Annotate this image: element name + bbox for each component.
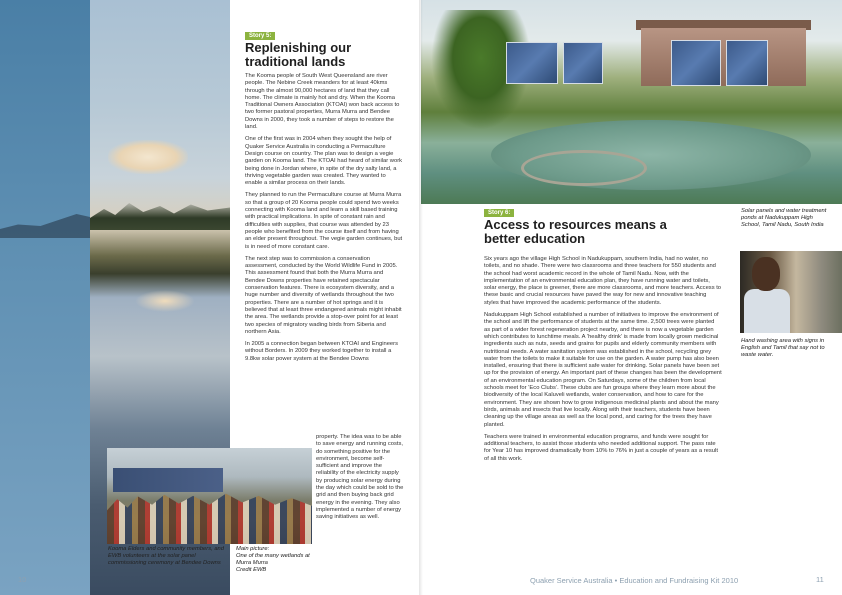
paragraph: They planned to run the Permaculture course at Murra Murra so that a group of 20 Kooma people could spend two weeks connecting with Kooma land and learn a skill based training with practical implications. In spite of constant rain and difficulties with supplies, that course was attended by 23 people who benefited from the course itself and from having an elder present throughout. The vegie garden continues, but is in need of more constant care. <box>245 192 403 250</box>
pond-rim <box>521 150 647 186</box>
group-caption: Kooma Elders and community members, and EWB volunteers at the solar panel commissioning ceremony at Bendee Downs <box>108 546 224 566</box>
main-caption: Main picture: One of the many wetlands at Murra Murra Credit EWB <box>236 546 310 573</box>
paragraph: Six years ago the village High School in Nadukuppam, southern India, had no water, no toilets, and no shade. There were two classrooms and three teachers for 550 students and the school had worst academic record in the whole of Tamil Nadu. Now, with the implementation of an environmental education plan, they have running water and toilets, solar energy, the place is greener, there are more classrooms, and more teachers. Access to these basic and crucial resources have paved the way for new and innovative teaching styles that have improved the academic performance of the students. <box>484 256 722 306</box>
paragraph: One of the first was in 2004 when they sought the help of Quaker Service Australia in conducting a Permaculture Design course on country. The plan was to design a vegie garden on Kooma land. The KTOAI had heard of similar work being done in Jordan where, in spite of the dry salty land, a thriving vegetable garden was created. They wanted to enable a similar process on their lands. <box>245 136 403 187</box>
hand-washing-caption: Hand washing area with signs in English and Tamil that say not to waste water. <box>741 338 825 358</box>
solar-panel <box>671 40 721 86</box>
cloud-reflection <box>135 290 195 312</box>
group-photo <box>107 448 312 544</box>
page-title: Access to resources means a better education <box>484 217 667 246</box>
blue-strip <box>0 0 90 595</box>
paragraph: The Kooma people of South West Queensland are river people. The Nebine Creek meanders for at least 40kms through the almost 90,000 hectares of land that they call home. The climate is mainly hot and dry. When the Kooma Traditional Owners Association (KTOAI) won back access to two former pastoral properties, Murra Murra and Bendee Downs in 2000, they took a number of steps to restore the land. <box>245 73 400 131</box>
strip-treeline <box>0 208 90 238</box>
page-gutter <box>419 0 423 595</box>
footer <box>530 576 738 585</box>
treeline <box>90 200 230 230</box>
article-column <box>484 256 722 468</box>
story-tag: Story 5: <box>245 32 275 40</box>
solar-panel <box>563 42 603 84</box>
group-people <box>107 488 312 544</box>
paragraph: Teachers were trained in environmental education programs, and funds were sought for additional teachers, to assist those students who needed additional support. The pass rate for Year 10 has improved dramatically from 10% to 76% in just a couple of years as a result of all this work. <box>484 433 718 462</box>
school-building <box>641 28 806 86</box>
page-number: 11 <box>816 575 824 584</box>
article-column <box>245 73 403 368</box>
story-tag: Story 6: <box>484 209 514 217</box>
article-continuation: property. The idea was to be able to save energy and running costs, do something positive for the environment, become self-sufficient and improve the reliability of the electricity supply by producing solar energy during the day which could be sold to the grid and then buying back grid energy in the evening. They also implemented a number of energy saving initiatives as well. <box>316 434 404 521</box>
paragraph: The next step was to commission a conservation assessment, conducted by the World Wildlife Fund in 2005. This assessment found that both the Murra Murra and Bendee Downs properties have retained spectacular conservation features. There is ecosystem diversity, and a huge number and diversity of wetlands throughout the two properties. There are a number of hot springs and it is believed that at least three endangered animals might inhabit the area. The wetlands provide a stop-over point for at least two species of migratory wading birds from Siberia and northern Asia. <box>245 255 402 335</box>
paragraph: Nadukuppam High School established a number of initiatives to improve the environment of the school and lift the performance of students at the same time. 2,500 trees were planted as part of a wider forest regeneration project nearby, and there is now a vegetable garden which contributes to lunchtime meals. A ‘healthy drink’ is made from locally grown medicinal ingredients such as nuts, seeds and grains for pupils and elderly community members with nutritional needs. A water sanitation system was established in the school, recycling grey water from the toilets to make it suitable for use on the garden. A water pump has also been installed, ensuring that there is sufficient safe water for drinking. Solar panels have been set up for the provision of energy. An important part of these changes has been the development of an environmental education program. On Saturdays, some of the children from local schools meet for ‘Eco Clubs’. These clubs are fun groups where they learn more about the biodiversity of the local Kaluveli wetlands, water conservation, and how to care for the environment. They are shown how to grow indigenous medicinal plants and about the many birds, animals and insects that live locally. Along with their teachers, students have been cleaning up the village areas as well as the local pond, and caring for the trees they have planted. <box>484 312 722 428</box>
page-number: 10 <box>18 575 27 584</box>
footer-text: Quaker Service Australia • Education and Fundraising Kit 2010 <box>530 576 739 585</box>
cloud <box>108 140 188 174</box>
child-face <box>752 257 780 291</box>
solar-panel <box>726 40 768 86</box>
paragraph: In 2005 a connection began between KTOAI and Engineers without Borders. In 2009 they worked together to install a 9.8kw solar power system at the Bendee Downs <box>245 341 398 362</box>
solar-panels <box>113 468 223 492</box>
page-title: Replenishing our traditional lands <box>245 40 352 69</box>
solar-panel <box>506 42 558 84</box>
solar-caption: Solar panels and water treatment ponds at Nadukuppam High School, Tamil Nadu, South India <box>741 208 827 228</box>
school-photo <box>421 0 842 204</box>
child-photo <box>740 251 842 333</box>
child-body <box>744 289 790 333</box>
right-page <box>421 0 842 595</box>
